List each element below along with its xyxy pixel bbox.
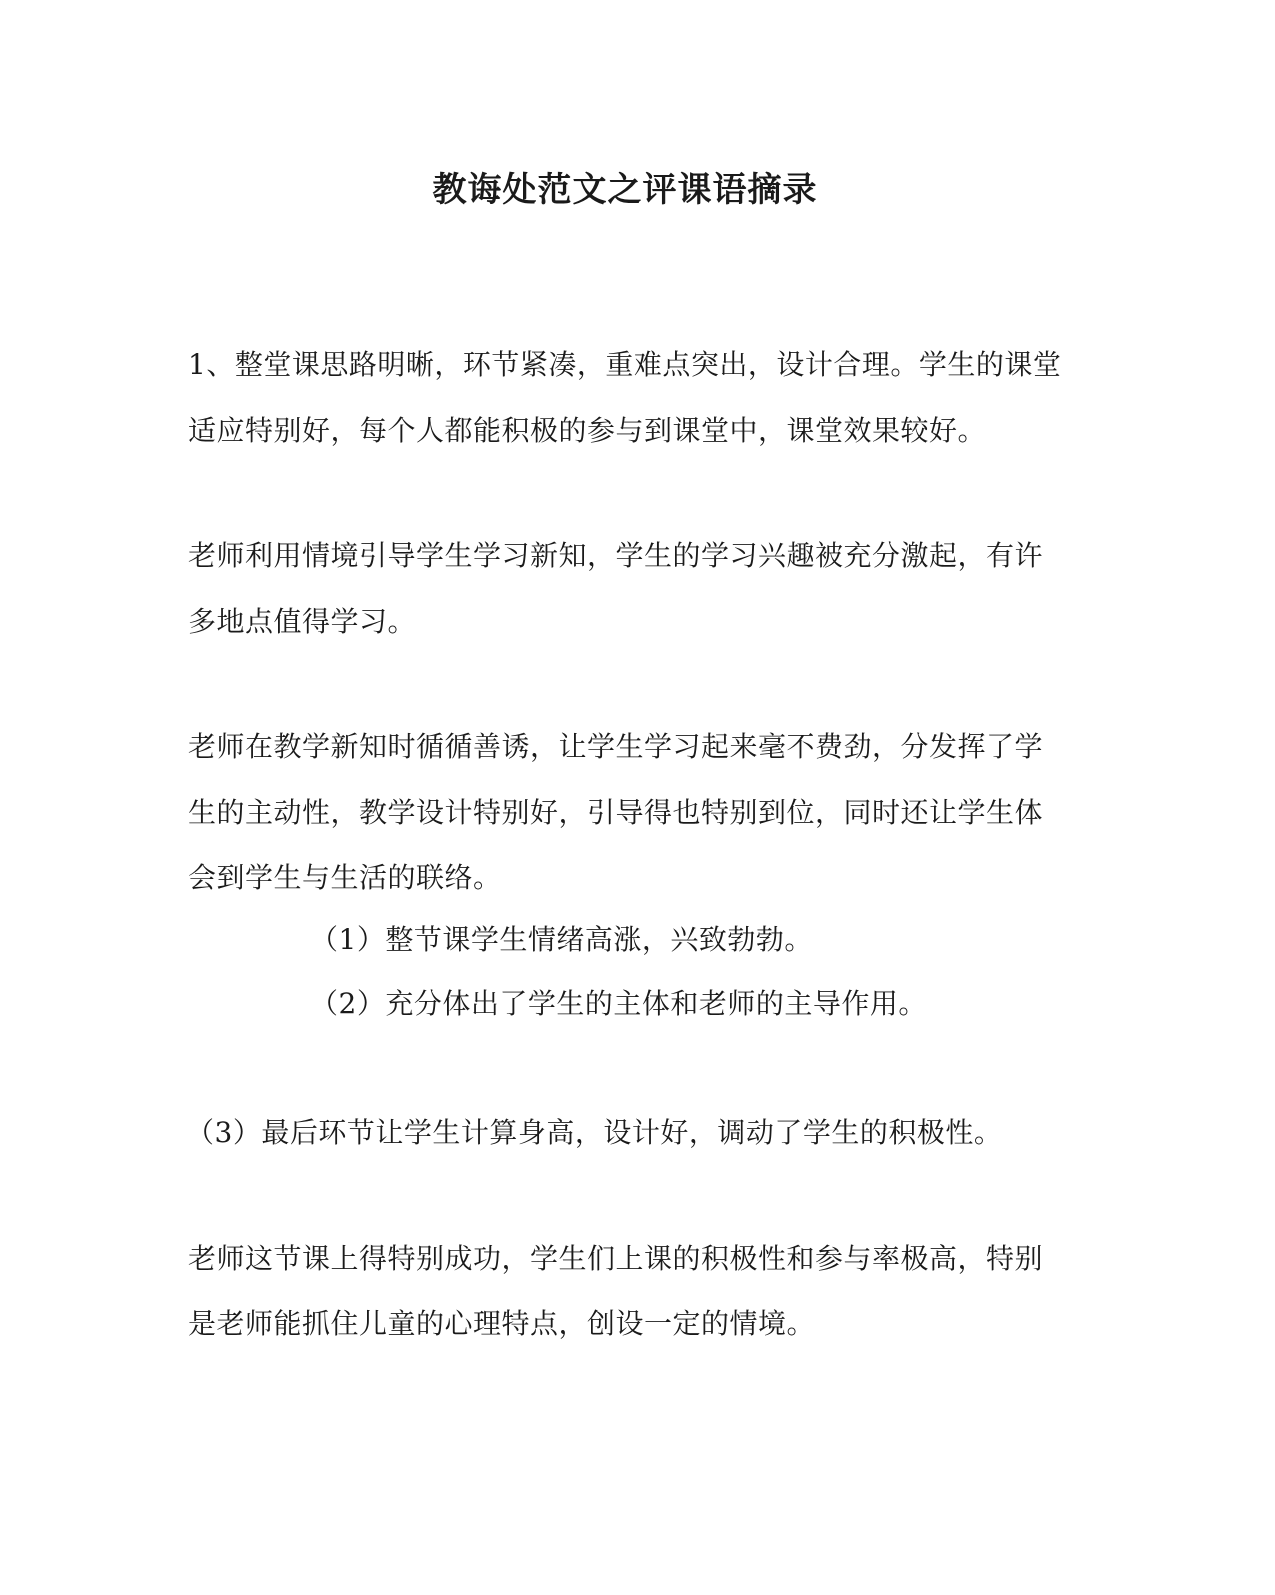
paragraph-1-line-2: 适应特别好，每个人都能积极的参与到课堂中，课堂效果较好。 [188, 414, 987, 447]
paragraph-6-line-2: 是老师能抓住儿童的心理特点，创设一定的情境。 [188, 1307, 816, 1340]
document-title: 教诲处范文之评课语摘录 [432, 170, 818, 210]
paragraph-3-line-3: 会到学生与生活的联络。 [188, 861, 502, 894]
paragraph-6-line-1: 老师这节课上得特别成功，学生们上课的积极性和参与率极高，特别 [188, 1242, 1044, 1275]
list-item-3: （3）最后环节让学生计算身高，设计好，调动了学生的积极性。 [186, 1116, 1003, 1149]
list-item-2: （2）充分体出了学生的主体和老师的主导作用。 [310, 987, 927, 1020]
paragraph-3-line-2: 生的主动性，教学设计特别好，引导得也特别到位，同时还让学生体 [188, 796, 1044, 829]
list-item-1: （1）整节课学生情绪高涨，兴致勃勃。 [310, 923, 813, 956]
paragraph-2-line-2: 多地点值得学习。 [188, 605, 417, 638]
paragraph-2-line-1: 老师利用情境引导学生学习新知，学生的学习兴趣被充分激起，有许 [188, 539, 1044, 572]
paragraph-1-line-1: 1、整堂课思路明晰，环节紧凑，重难点突出，设计合理。学生的课堂 [188, 348, 1062, 381]
paragraph-3-line-1: 老师在教学新知时循循善诱，让学生学习起来毫不费劲，分发挥了学 [188, 730, 1044, 763]
